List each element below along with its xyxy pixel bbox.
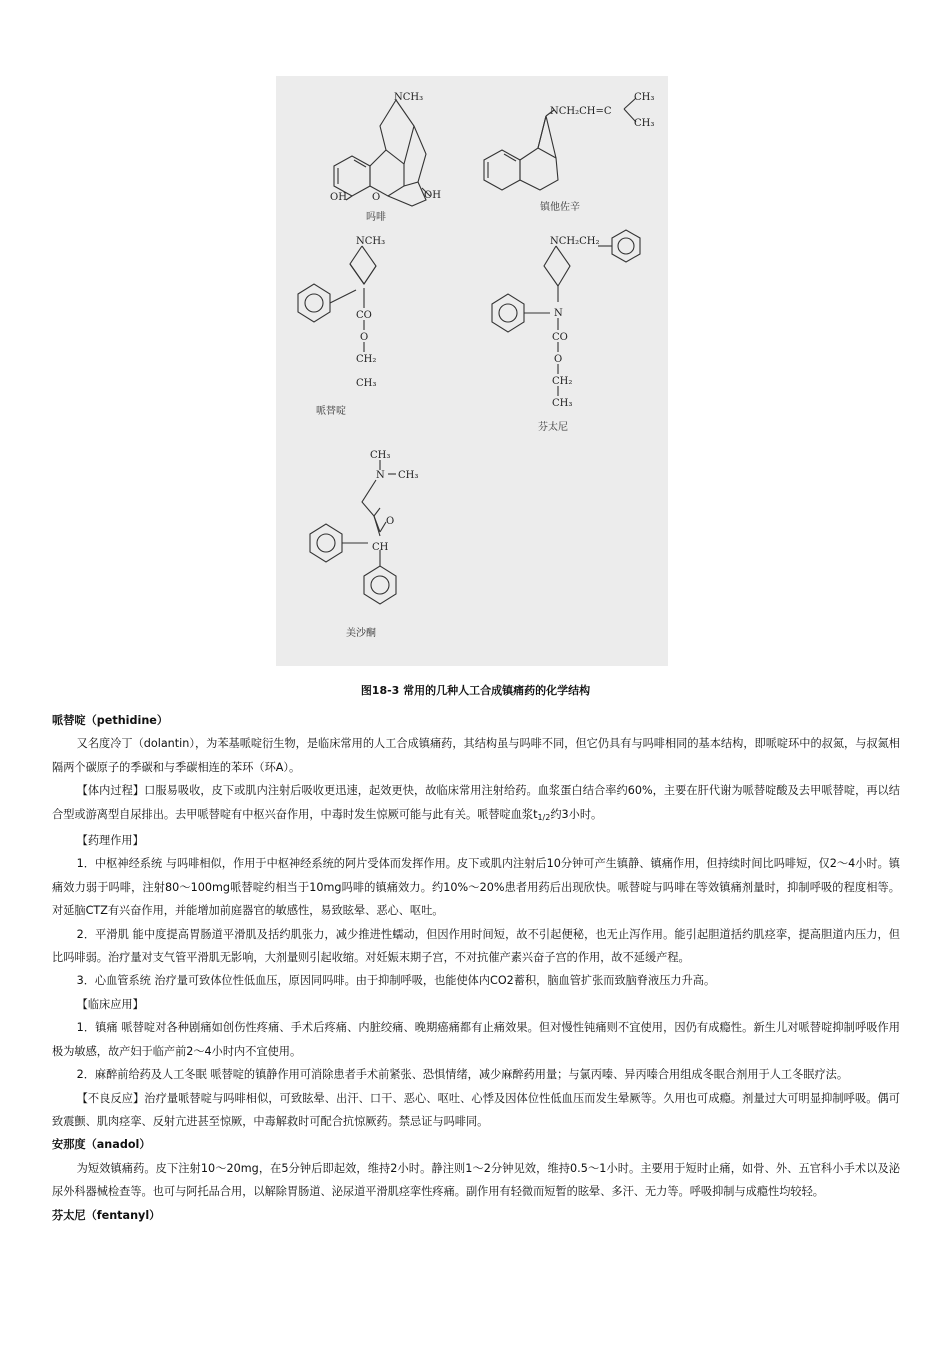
pk-text-end: 约3小时。: [550, 807, 603, 821]
morphine-structure: [334, 100, 430, 206]
fentanyl-label-2: N: [554, 308, 563, 319]
chemical-structures-figure: [276, 76, 668, 666]
fentanyl-label-3: CO: [552, 332, 568, 343]
paragraph-cardiovascular: 3．心血管系统 治疗量可致体位性低血压，原因同吗啡。由于抑制呼吸，也能使体内CO2蓄积，脑血管扩张而致脑脊液压力升高。: [76, 974, 716, 988]
methadone-structure: [310, 460, 396, 604]
pentazocine-name: 镇他佐辛: [540, 202, 580, 213]
pethidine-label-4: CH₂: [356, 354, 377, 365]
paragraph-anadol: 为短效镇痛药。皮下注射10～20mg，在5分钟后即起效，维持2小时。静注则1～2分钟见效，维持0.5～1小时。主要用于短时止痛，如骨、外、五官科小手术以及泌尿外科器械检查等。也可与阿托品合用，以解除胃肠道、泌尿道平滑肌痉挛性疼痛。副作用有轻微而短暂的眩晕、多汗、无力等。呼吸抑制与成瘾性均较轻。: [52, 1161, 900, 1199]
methadone-label-2: N: [376, 470, 385, 481]
pethidine-label-3: O: [360, 332, 369, 343]
figure-caption: 图18-3 常用的几种人工合成镇痛药的化学结构: [360, 684, 591, 697]
pethidine-name: 哌替啶: [316, 406, 346, 417]
methadone-label-4: O: [386, 516, 395, 527]
fentanyl-label-1: NCH₂CH₂: [550, 236, 600, 247]
fentanyl-label-5: CH₂: [552, 376, 573, 387]
methadone-label-1: CH₃: [370, 450, 391, 461]
pk-text: 【体内过程】口服易吸收，皮下或肌内注射后吸收更迅速，起效更快，故临床常用注射给药。血浆蛋白结合率约60%，主要在肝代谢为哌替啶酸及去甲哌替啶，再以结合型或游离型自尿排出。去甲哌替啶有中枢兴奋作用，中毒时发生惊厥可能与此有关。哌替啶血浆t: [52, 784, 900, 821]
paragraph-smooth-muscle: 2．平滑肌 能中度提高胃肠道平滑肌及括约肌张力，减少推进性蠕动，但因作用时间短，故不引起便秘，也无止泻作用。能引起胆道括约肌痉挛，提高胆道内压力，但比吗啡弱。治疗量对支气管平滑肌无影响，大剂量则引起收缩。对妊娠末期子宫，不对抗催产素兴奋子宫的作用，故不延缓产程。: [52, 927, 900, 965]
heading-fentanyl: 芬太尼（fentanyl）: [52, 1208, 161, 1222]
fentanyl-structure: [492, 230, 640, 396]
paragraph-premedication: 2．麻醉前给药及人工冬眠 哌替啶的镇静作用可消除患者手术前紧张、恐惧情绪，减少麻醉药用量；与氯丙嗪、异丙嗪合用组成冬眠合剂用于人工冬眠疗法。: [76, 1068, 849, 1082]
paragraph-intro: 又名度冷丁（dolantin），为苯基哌啶衍生物，是临床常用的人工合成镇痛药，其结构虽与吗啡不同，但它仍具有与吗啡相同的基本结构，即哌啶环中的叔氮，与叔氮相隔两个碳原子的季碳和与季碳相连的苯环（环A）。: [52, 737, 900, 774]
heading-pethidine: 哌替啶（pethidine）: [52, 714, 169, 727]
pethidine-label-5: CH₃: [356, 378, 377, 389]
morphine-label-3: O: [372, 192, 381, 203]
heading-anadol: 安那度（anadol）: [52, 1138, 151, 1152]
pk-subscript: 1/2: [537, 812, 551, 822]
methadone-label-3: CH₃: [398, 470, 419, 481]
fentanyl-label-6: CH₃: [552, 398, 573, 409]
paragraph-analgesia: 1．镇痛 哌替啶对各种剧痛如创伤性疼痛、手术后疼痛、内脏绞痛、晚期癌痛都有止痛效果。但对慢性钝痛则不宜使用，因仍有成瘾性。新生儿对哌替啶抑制呼吸作用极为敏感，故产妇于临产前2～4小时内不宜使用。: [52, 1021, 900, 1058]
fentanyl-label-4: O: [554, 354, 563, 365]
morphine-label-2: OH: [330, 192, 347, 203]
pentazocine-label-3: CH₃: [634, 118, 655, 129]
paragraph-pharmacokinetics: [52, 779, 900, 829]
section-pharmacology: 【药理作用】: [76, 834, 144, 848]
fentanyl-name: 芬太尼: [538, 422, 568, 433]
pentazocine-label-1: NCH₂CH=C: [550, 106, 612, 117]
pentazocine-label-2: CH₃: [634, 92, 655, 103]
morphine-label-4: OH: [424, 190, 441, 201]
methadone-name: 美沙酮: [346, 628, 376, 639]
methadone-label-5: CH: [372, 542, 389, 553]
body-text: [52, 709, 900, 1227]
morphine-name: 吗啡: [366, 212, 386, 223]
section-clinical-use: 【临床应用】: [76, 997, 144, 1011]
structures-svg: [276, 76, 668, 666]
pethidine-label-1: NCH₃: [356, 236, 386, 247]
paragraph-cns: 1．中枢神经系统 与吗啡相似，作用于中枢神经系统的阿片受体而发挥作用。皮下或肌内注射后10分钟可产生镇静、镇痛作用，但持续时间比吗啡短，仅2～4小时。镇痛效力弱于吗啡，注射80～100mg哌替啶约相当于10mg吗啡的镇痛效力。约10%～20%患者用药后出现欣快。哌替啶与吗啡在等效镇痛剂量时，抑制呼吸的程度相等。对延脑CTZ有兴奋作用，并能增加前庭器官的敏感性，易致眩晕、恶心、呕吐。: [52, 857, 900, 918]
paragraph-adverse-reactions: 【不良反应】治疗量哌替啶与吗啡相似，可致眩晕、出汗、口干、恶心、呕吐、心悸及因体位性低血压而发生晕厥等。久用也可成瘾。剂量过大可明显抑制呼吸。偶可致震颤、肌肉痉挛、反射亢进甚至惊厥，中毒解救时可配合抗惊厥药。禁忌证与吗啡同。: [52, 1091, 900, 1128]
pethidine-label-2: CO: [356, 310, 372, 321]
morphine-label-1: NCH₃: [394, 92, 424, 103]
